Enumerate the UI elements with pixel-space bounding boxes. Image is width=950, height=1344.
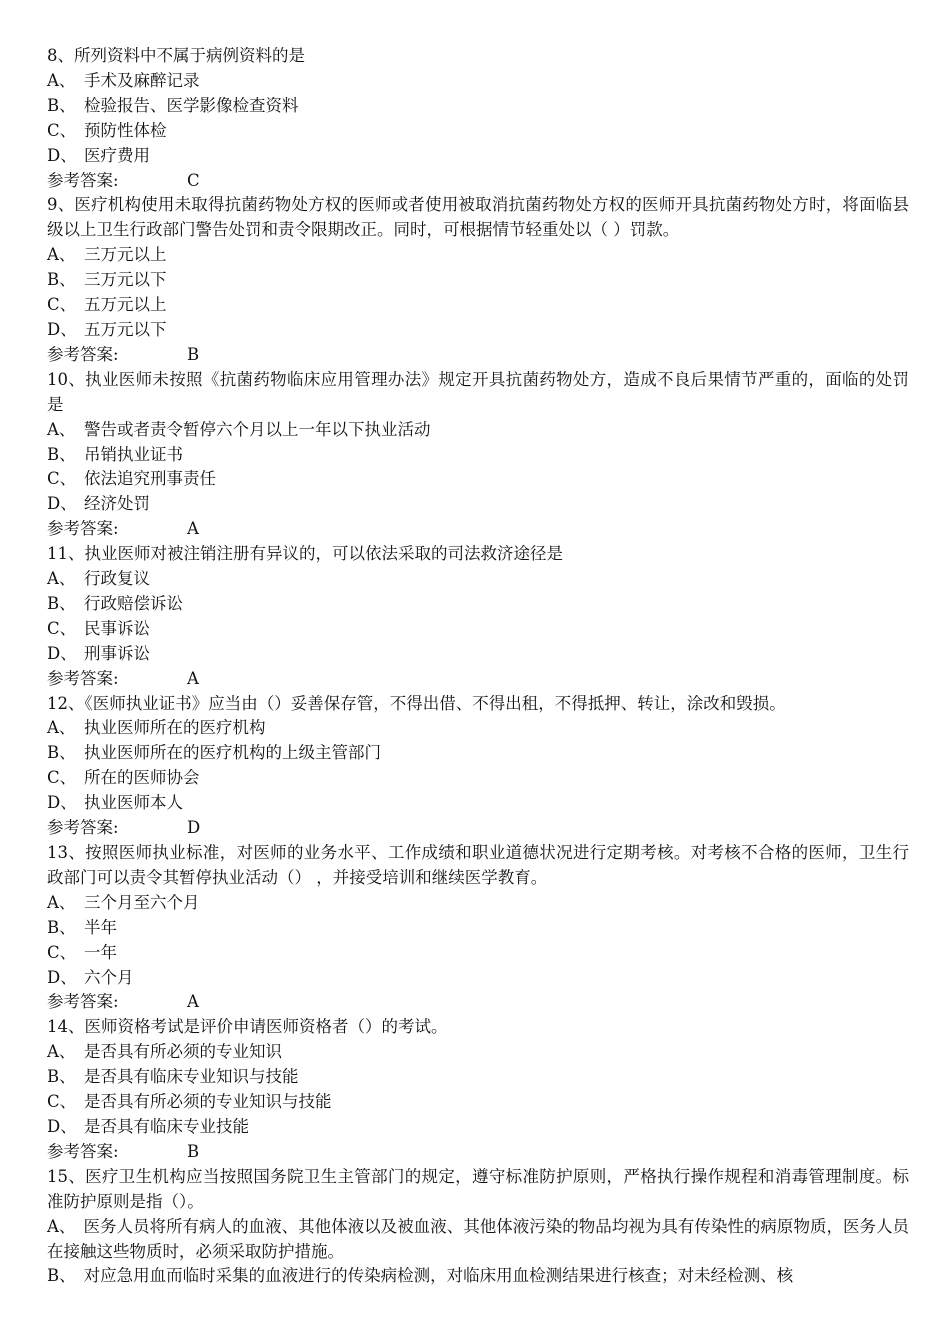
answer-option	[47, 443, 909, 468]
answer-label: 参考答案:	[47, 992, 119, 1012]
document-page	[47, 44, 909, 1289]
option-letter: A、	[47, 1216, 76, 1236]
option-text: 检验报告、医学影像检查资料	[84, 95, 299, 115]
answer-option	[47, 144, 909, 169]
option-text: 预防性体检	[84, 120, 167, 140]
option-text: 执业医师所在的医疗机构的上级主管部门	[84, 743, 381, 763]
answer-value: A	[187, 992, 199, 1012]
option-letter: B、	[47, 1067, 76, 1087]
option-text: 吊销执业证书	[84, 444, 183, 464]
option-text: 执业医师本人	[84, 793, 183, 813]
option-letter: A、	[47, 1042, 76, 1062]
option-letter: A、	[47, 419, 76, 439]
answer-option	[47, 741, 909, 766]
answer-option	[47, 1264, 909, 1289]
option-letter: C、	[47, 1092, 77, 1112]
reference-answer	[47, 990, 909, 1015]
option-letter: D、	[47, 967, 77, 987]
answer-label: 参考答案:	[47, 668, 119, 688]
option-letter: B、	[47, 95, 76, 115]
option-text: 三个月至六个月	[84, 892, 200, 912]
answer-value: A	[187, 519, 199, 539]
reference-answer	[47, 343, 909, 368]
option-text: 三万元以下	[84, 270, 167, 290]
option-letter: D、	[47, 319, 77, 339]
option-text: 警告或者责令暂停六个月以上一年以下执业活动	[84, 419, 431, 439]
answer-option	[47, 293, 909, 318]
option-text: 执业医师所在的医疗机构	[84, 718, 266, 738]
option-letter: C、	[47, 618, 77, 638]
answer-option	[47, 418, 909, 443]
option-letter: C、	[47, 295, 77, 315]
answer-option	[47, 119, 909, 144]
option-letter: A、	[47, 245, 76, 265]
option-text: 一年	[84, 942, 117, 962]
answer-option	[47, 966, 909, 991]
question-stem: 9、医疗机构使用未取得抗菌药物处方权的医师或者使用被取消抗菌药物处方权的医师开具抗菌药物处方时，将面临县级以上卫生行政部门警告处罚和责令限期改正。同时，可根据情节轻重处以（ ）罚款。	[47, 195, 909, 240]
option-text: 经济处罚	[84, 494, 150, 514]
option-letter: D、	[47, 793, 77, 813]
option-text: 行政赔偿诉讼	[84, 593, 183, 613]
option-text: 五万元以上	[84, 295, 167, 315]
answer-option	[47, 891, 909, 916]
option-letter: A、	[47, 569, 76, 589]
option-text: 手术及麻醉记录	[84, 70, 200, 90]
answer-value: B	[187, 344, 200, 364]
answer-label: 参考答案:	[47, 519, 119, 539]
answer-option	[47, 941, 909, 966]
option-text: 是否具有临床专业知识与技能	[84, 1067, 299, 1087]
question-block	[47, 542, 909, 691]
answer-value: B	[187, 1141, 200, 1161]
question-block	[47, 1165, 909, 1290]
answer-option	[47, 94, 909, 119]
answer-option	[47, 1115, 909, 1140]
option-text: 五万元以下	[84, 319, 167, 339]
answer-value: A	[187, 668, 199, 688]
answer-value: C	[187, 170, 200, 190]
answer-option	[47, 1065, 909, 1090]
answer-option	[47, 766, 909, 791]
option-letter: D、	[47, 1116, 77, 1136]
question-block	[47, 1015, 909, 1164]
question-block	[47, 368, 909, 542]
question-stem: 11、执业医师对被注销注册有异议的，可以依法采取的司法救济途径是	[47, 544, 563, 564]
question-block	[47, 44, 909, 193]
answer-option	[47, 1090, 909, 1115]
option-text: 行政复议	[84, 569, 150, 589]
option-letter: C、	[47, 120, 77, 140]
option-letter: D、	[47, 643, 77, 663]
option-letter: C、	[47, 768, 77, 788]
option-letter: A、	[47, 892, 76, 912]
question-block	[47, 193, 909, 367]
reference-answer	[47, 667, 909, 692]
option-letter: A、	[47, 70, 76, 90]
option-letter: B、	[47, 270, 76, 290]
answer-option	[47, 69, 909, 94]
answer-label: 参考答案:	[47, 170, 119, 190]
option-text: 医疗费用	[84, 145, 150, 165]
answer-option	[47, 567, 909, 592]
answer-label: 参考答案:	[47, 344, 119, 364]
option-letter: B、	[47, 917, 76, 937]
reference-answer	[47, 816, 909, 841]
option-text: 是否具有临床专业技能	[84, 1116, 249, 1136]
option-text: 民事诉讼	[84, 618, 150, 638]
option-text: 半年	[84, 917, 117, 937]
answer-option	[47, 791, 909, 816]
option-letter: D、	[47, 145, 77, 165]
option-text: 三万元以上	[84, 245, 167, 265]
answer-option	[47, 1040, 909, 1065]
answer-option	[47, 243, 909, 268]
question-stem: 15、医疗卫生机构应当按照国务院卫生主管部门的规定，遵守标准防护原则，严格执行操作规程和消毒管理制度。标准防护原则是指（）。	[47, 1166, 909, 1211]
answer-option	[47, 467, 909, 492]
option-text: 六个月	[84, 967, 134, 987]
question-stem: 12、《医师执业证书》应当由（）妥善保存管，不得出借、不得出租，不得抵押、转让，涂改和毁损。	[47, 693, 786, 713]
option-text: 是否具有所必须的专业知识与技能	[84, 1092, 332, 1112]
answer-option	[47, 1215, 909, 1265]
option-text: 是否具有所必须的专业知识	[84, 1042, 282, 1062]
answer-option	[47, 492, 909, 517]
question-stem: 8、所列资料中不属于病例资料的是	[47, 46, 305, 65]
option-letter: C、	[47, 942, 77, 962]
reference-answer	[47, 517, 909, 542]
answer-option	[47, 716, 909, 741]
answer-option	[47, 592, 909, 617]
option-letter: A、	[47, 718, 76, 738]
option-letter: C、	[47, 469, 77, 489]
answer-option	[47, 642, 909, 667]
question-stem: 10、执业医师未按照《抗菌药物临床应用管理办法》规定开具抗菌药物处方，造成不良后果情节严重的，面临的处罚是	[47, 369, 909, 414]
reference-answer	[47, 1140, 909, 1165]
option-text: 依法追究刑事责任	[84, 469, 216, 489]
option-letter: B、	[47, 1266, 76, 1286]
question-block	[47, 692, 909, 841]
answer-label: 参考答案:	[47, 818, 119, 838]
reference-answer	[47, 169, 909, 194]
option-text: 医务人员将所有病人的血液、其他体液以及被血液、其他体液污染的物品均视为具有传染性的病原物质，医务人员在接触这些物质时，必须采取防护措施。	[47, 1216, 910, 1261]
option-letter: D、	[47, 494, 77, 514]
option-text: 所在的医师协会	[84, 768, 200, 788]
option-text: 对应急用血而临时采集的血液进行的传染病检测，对临床用血检测结果进行核查；对未经检测、核	[83, 1266, 794, 1286]
option-letter: B、	[47, 444, 76, 464]
option-letter: B、	[47, 743, 76, 763]
question-stem: 13、按照医师执业标准，对医师的业务水平、工作成绩和职业道德状况进行定期考核。对考核不合格的医师，卫生行政部门可以责令其暂停执业活动（） ，并接受培训和继续医学教育。	[47, 843, 909, 887]
option-text: 刑事诉讼	[84, 643, 150, 663]
answer-label: 参考答案:	[47, 1141, 119, 1161]
answer-option	[47, 318, 909, 343]
answer-option	[47, 916, 909, 941]
option-letter: B、	[47, 593, 76, 613]
answer-option	[47, 268, 909, 293]
answer-value: D	[187, 818, 201, 838]
question-stem: 14、医师资格考试是评价申请医师资格者（）的考试。	[47, 1017, 448, 1037]
question-block	[47, 841, 909, 1015]
answer-option	[47, 617, 909, 642]
